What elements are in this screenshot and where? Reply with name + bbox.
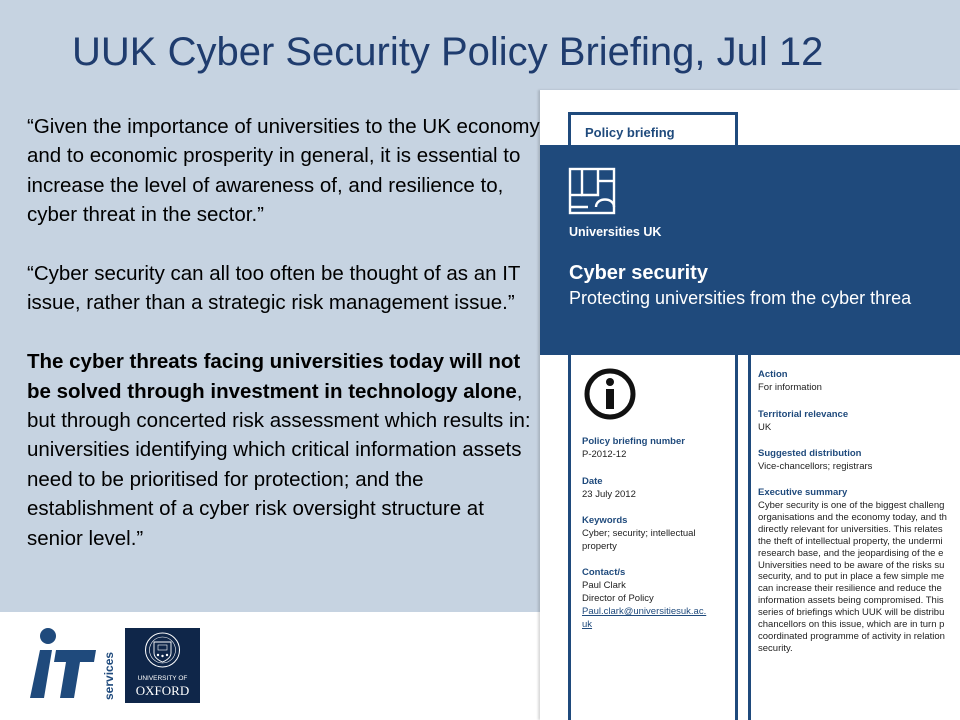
oxford-text-large: OXFORD <box>135 683 190 698</box>
doc-subtitle: Protecting universities from the cyber threa <box>569 288 912 308</box>
exec-line: Universities need to be aware of the risks su <box>758 559 945 571</box>
exec-line: organisations and the economy today, and th <box>758 511 947 523</box>
exec-line: chancellors on this issue, which are in turn p <box>758 619 945 631</box>
exec-line: directly relevant for universities. This relates <box>758 523 943 535</box>
oxford-text-small: UNIVERSITY OF <box>137 675 188 682</box>
briefing-contact: Contact/s Paul Clark Director of Policy Paul.clark@universitiesuk.ac. uk <box>582 567 707 630</box>
quote-3-bold: The cyber threats facing universities today will not be solved through investment in technology alone <box>27 350 521 403</box>
quotes-block <box>27 112 542 553</box>
exec-summary-heading: Executive summary <box>758 487 848 498</box>
exec-line: the theft of intellectual property, the undermi <box>758 535 943 547</box>
doc-tab <box>568 112 738 149</box>
it-services-wordmark <box>100 642 118 702</box>
exec-summary-text <box>758 500 960 655</box>
briefing-distribution: Suggested distribution Vice-chancellors; registrars <box>758 448 873 472</box>
exec-line: security, and to put in place a few simple me <box>758 571 945 583</box>
briefing-date: Date 23 July 2012 <box>582 476 636 500</box>
quote-3 <box>27 347 542 553</box>
quote-1: “Given the importance of universities to the UK economy and to economic prosperity in general, it is essential to increase the level of awareness of, and resilience to, cyber threat in the sector.” <box>27 115 540 227</box>
exec-line: research base, and the jeopardising of the e <box>758 547 944 559</box>
doc-tab-label: Policy briefing <box>585 125 675 140</box>
exec-line: security. <box>758 642 793 654</box>
briefing-keywords: Keywords Cyber; security; intellectual property <box>582 515 696 552</box>
doc-title: Cyber security <box>569 262 708 284</box>
contact-email-link-cont[interactable]: uk <box>582 619 593 630</box>
svg-text:services: services <box>102 651 116 700</box>
exec-line: coordinated programme of activity in relation <box>758 630 945 642</box>
briefing-territorial: Territorial relevance UK <box>758 409 849 433</box>
exec-line: series of briefings which UUK will be distribu <box>758 607 945 619</box>
slide-title: UUK Cyber Security Policy Briefing, Jul 12 <box>72 30 824 74</box>
oxford-crest-icon <box>125 628 200 674</box>
policy-document-image <box>540 90 960 720</box>
contact-email-link[interactable]: Paul.clark@universitiesuk.ac. <box>582 606 707 617</box>
org-name: Universities UK <box>569 225 662 239</box>
quote-3-rest: , but through concerted risk assessment which results in: universities identifying which critical information assets need to be prioritised for protection; and the establishment of a cyber risk oversight structure at senior level.” <box>27 379 531 550</box>
info-icon <box>584 368 636 420</box>
briefing-action: Action For information <box>758 369 822 393</box>
exec-line: can increase their resilience and reduce the <box>758 583 942 595</box>
quote-2: “Cyber security can all too often be thought of as an IT issue, rather than a strategic risk management issue.” <box>27 262 521 315</box>
briefing-number: Policy briefing number P-2012-12 <box>582 436 685 460</box>
oxford-logo <box>125 628 200 703</box>
exec-line: information assets being compromised. This <box>758 595 944 607</box>
universities-uk-logo-icon <box>568 167 616 215</box>
exec-line: Cyber security is one of the biggest challeng <box>758 500 945 511</box>
doc-banner <box>540 145 960 355</box>
